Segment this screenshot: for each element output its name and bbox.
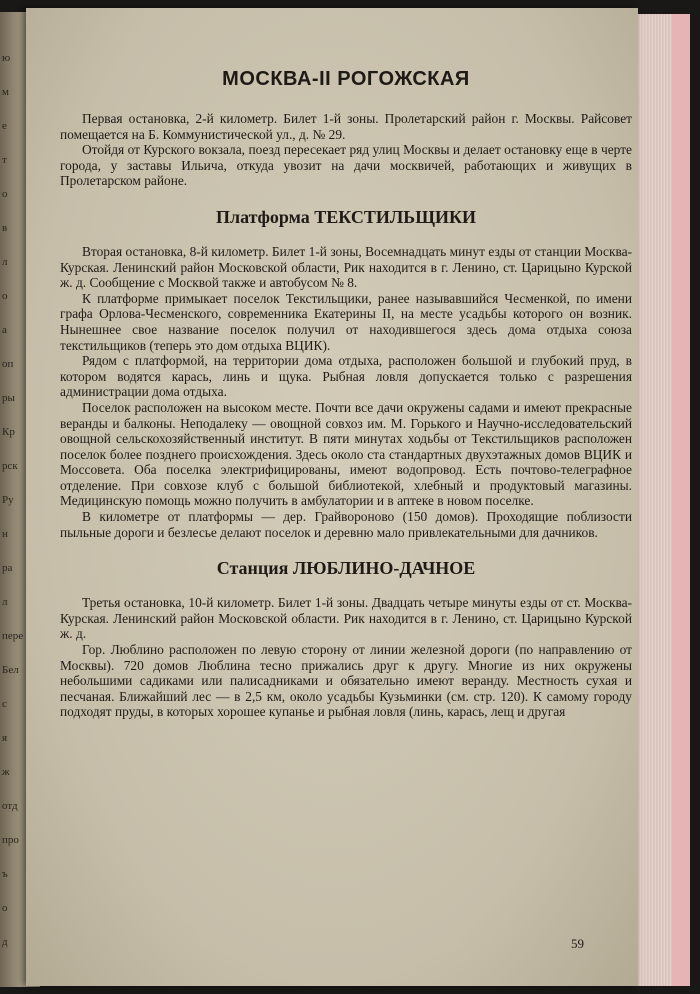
left-page-text-fragment: т [2, 154, 7, 166]
left-page-text-fragment: в [2, 222, 8, 234]
left-page-text-fragment: оп [2, 358, 14, 370]
left-page-text-fragment: н [2, 528, 8, 540]
left-page-text-fragment: л [2, 256, 8, 268]
paragraph: Третья остановка, 10-й километр. Билет 1-й зоны. Двадцать четыре минуты езды от ст. Москва-Курская. Ленинский район Московской области. Рик находится в г. Ленино, ст. Царицыно Курской ж. д. [60, 595, 632, 642]
left-page-text-fragment: пере [2, 630, 24, 642]
paragraph: Поселок расположен на высоком месте. Почти все дачи окружены садами и имеют прекрасные веранды и балконы. Неподалеку — овощной совхоз им. М. Горького и Научно-исследовательский овощной сельскохозяйственный институт. В пяти минутах ходьбы от Текстильщиков расположен поселок более позднего происхождения. Здесь около ста стандартных двухэтажных домов ВЦИК и Моссовета. Оба поселка электрифицированы, имеют водопровод. Есть почтово-телеграфное отделение. При совхозе клуб с большой библиотекой, хлебный и продуктовый магазины. Медицинскую помощь можно получить в амбулатории и в аптеке в новом поселке. [60, 399, 632, 509]
paragraph: В километре от платформы — дер. Грайвороново (150 домов). Проходящие поблизости пыльные дороги и безлесье делают поселок и деревню мало привлекательными для дачников. [60, 509, 632, 540]
left-page-text-fragment: ю [2, 52, 11, 64]
left-page-text-fragment: ъ [2, 868, 8, 880]
left-page-text-fragment: а [2, 324, 7, 336]
left-page-text-fragment: д [2, 936, 8, 948]
left-page-text-fragment: ж [2, 766, 10, 778]
left-page-text-fragment: о [2, 188, 8, 200]
left-page-text-fragment: л [2, 596, 8, 608]
paragraph: Рядом с платформой, на территории дома отдыха, расположен большой и глубокий пруд, в котором водятся карась, линь и щука. Рыбная ловля допускается только с разрешения администрации дома отдыха. [60, 353, 632, 400]
left-page-text-fragment: с [2, 698, 7, 710]
paragraph: Отойдя от Курского вокзала, поезд пересекает ряд улиц Москвы и делает остановку еще в черте города, у заставы Ильича, откуда увозит на дачи москвичей, работающих и живущих в Пролетарском районе. [60, 142, 632, 189]
section-tekstilshchiki [60, 207, 632, 540]
left-page-text-fragment: про [2, 834, 19, 846]
left-page-text-fragment: ра [2, 562, 13, 574]
left-page-text-fragment: я [2, 732, 8, 744]
section-title: Платформа ТЕКСТИЛЬЩИКИ [215, 206, 477, 227]
section-moscow-rogozhskaya [60, 68, 632, 189]
paragraph: Первая остановка, 2-й километр. Билет 1-й зоны. Пролетарский район г. Москвы. Райсовет помещается на Б. Коммунистической ул., д. № 29. [60, 111, 632, 142]
page-number: 59 [571, 936, 584, 951]
left-page-text-fragment: отд [2, 800, 18, 812]
section-lyublino-dachnoe [60, 558, 632, 720]
left-page-text-fragment: ры [2, 392, 15, 404]
left-page-text-fragment: Бел [2, 664, 19, 676]
left-page-text-fragment: о [2, 290, 8, 302]
page-content [60, 68, 632, 720]
section-title: МОСКВА-II РОГОЖСКАЯ [222, 68, 470, 90]
left-page-text-fragment: рск [2, 460, 18, 472]
left-page-text-fragment: о [2, 902, 8, 914]
paragraph: Гор. Люблино расположен по левую сторону от линии железной дороги (по направлению от Москвы). 720 домов Люблина тесно прижались друг к другу. Многие из них окружены небольшими садиками или палисадниками и обязательно имеют веранду. Местность сухая и песчаная. Ближайший лес — в 2,5 км, около усадьбы Кузьминки (см. стр. 120). К самому городу подходят пруды, в которых хорошее купанье и рыбная ловля (линь, карась, лещ и другая [60, 642, 632, 720]
left-page-text-fragment: е [2, 120, 7, 132]
left-page-text-fragment: Кр [2, 426, 15, 438]
left-page-text-fragment: м [2, 86, 9, 98]
section-title: Станция ЛЮБЛИНО-ДАЧНОЕ [216, 558, 476, 579]
book-page [26, 8, 638, 986]
paragraph: К платформе примыкает поселок Текстильщики, ранее называвшийся Чесменкой, по имени графа Орлова-Чесменского, современника Екатерины II, на месте усадьбы которого он возник. Нынешнее свое название поселок получил от находившегося здесь дома отдыха союза текстильщиков (теперь это дом отдыха ВЦИК). [60, 290, 632, 353]
paragraph: Вторая остановка, 8-й километр. Билет 1-й зоны, Восемнадцать минут езды от станции Москва-Курская. Ленинский район Московской области, Рик находится в г. Ленино, ст. Царицыно Курской ж. д. Сообщение с Москвой также и автобусом № 8. [60, 243, 632, 291]
left-page-text-fragment: Ру [2, 494, 14, 506]
book-cover-edge [672, 14, 690, 986]
